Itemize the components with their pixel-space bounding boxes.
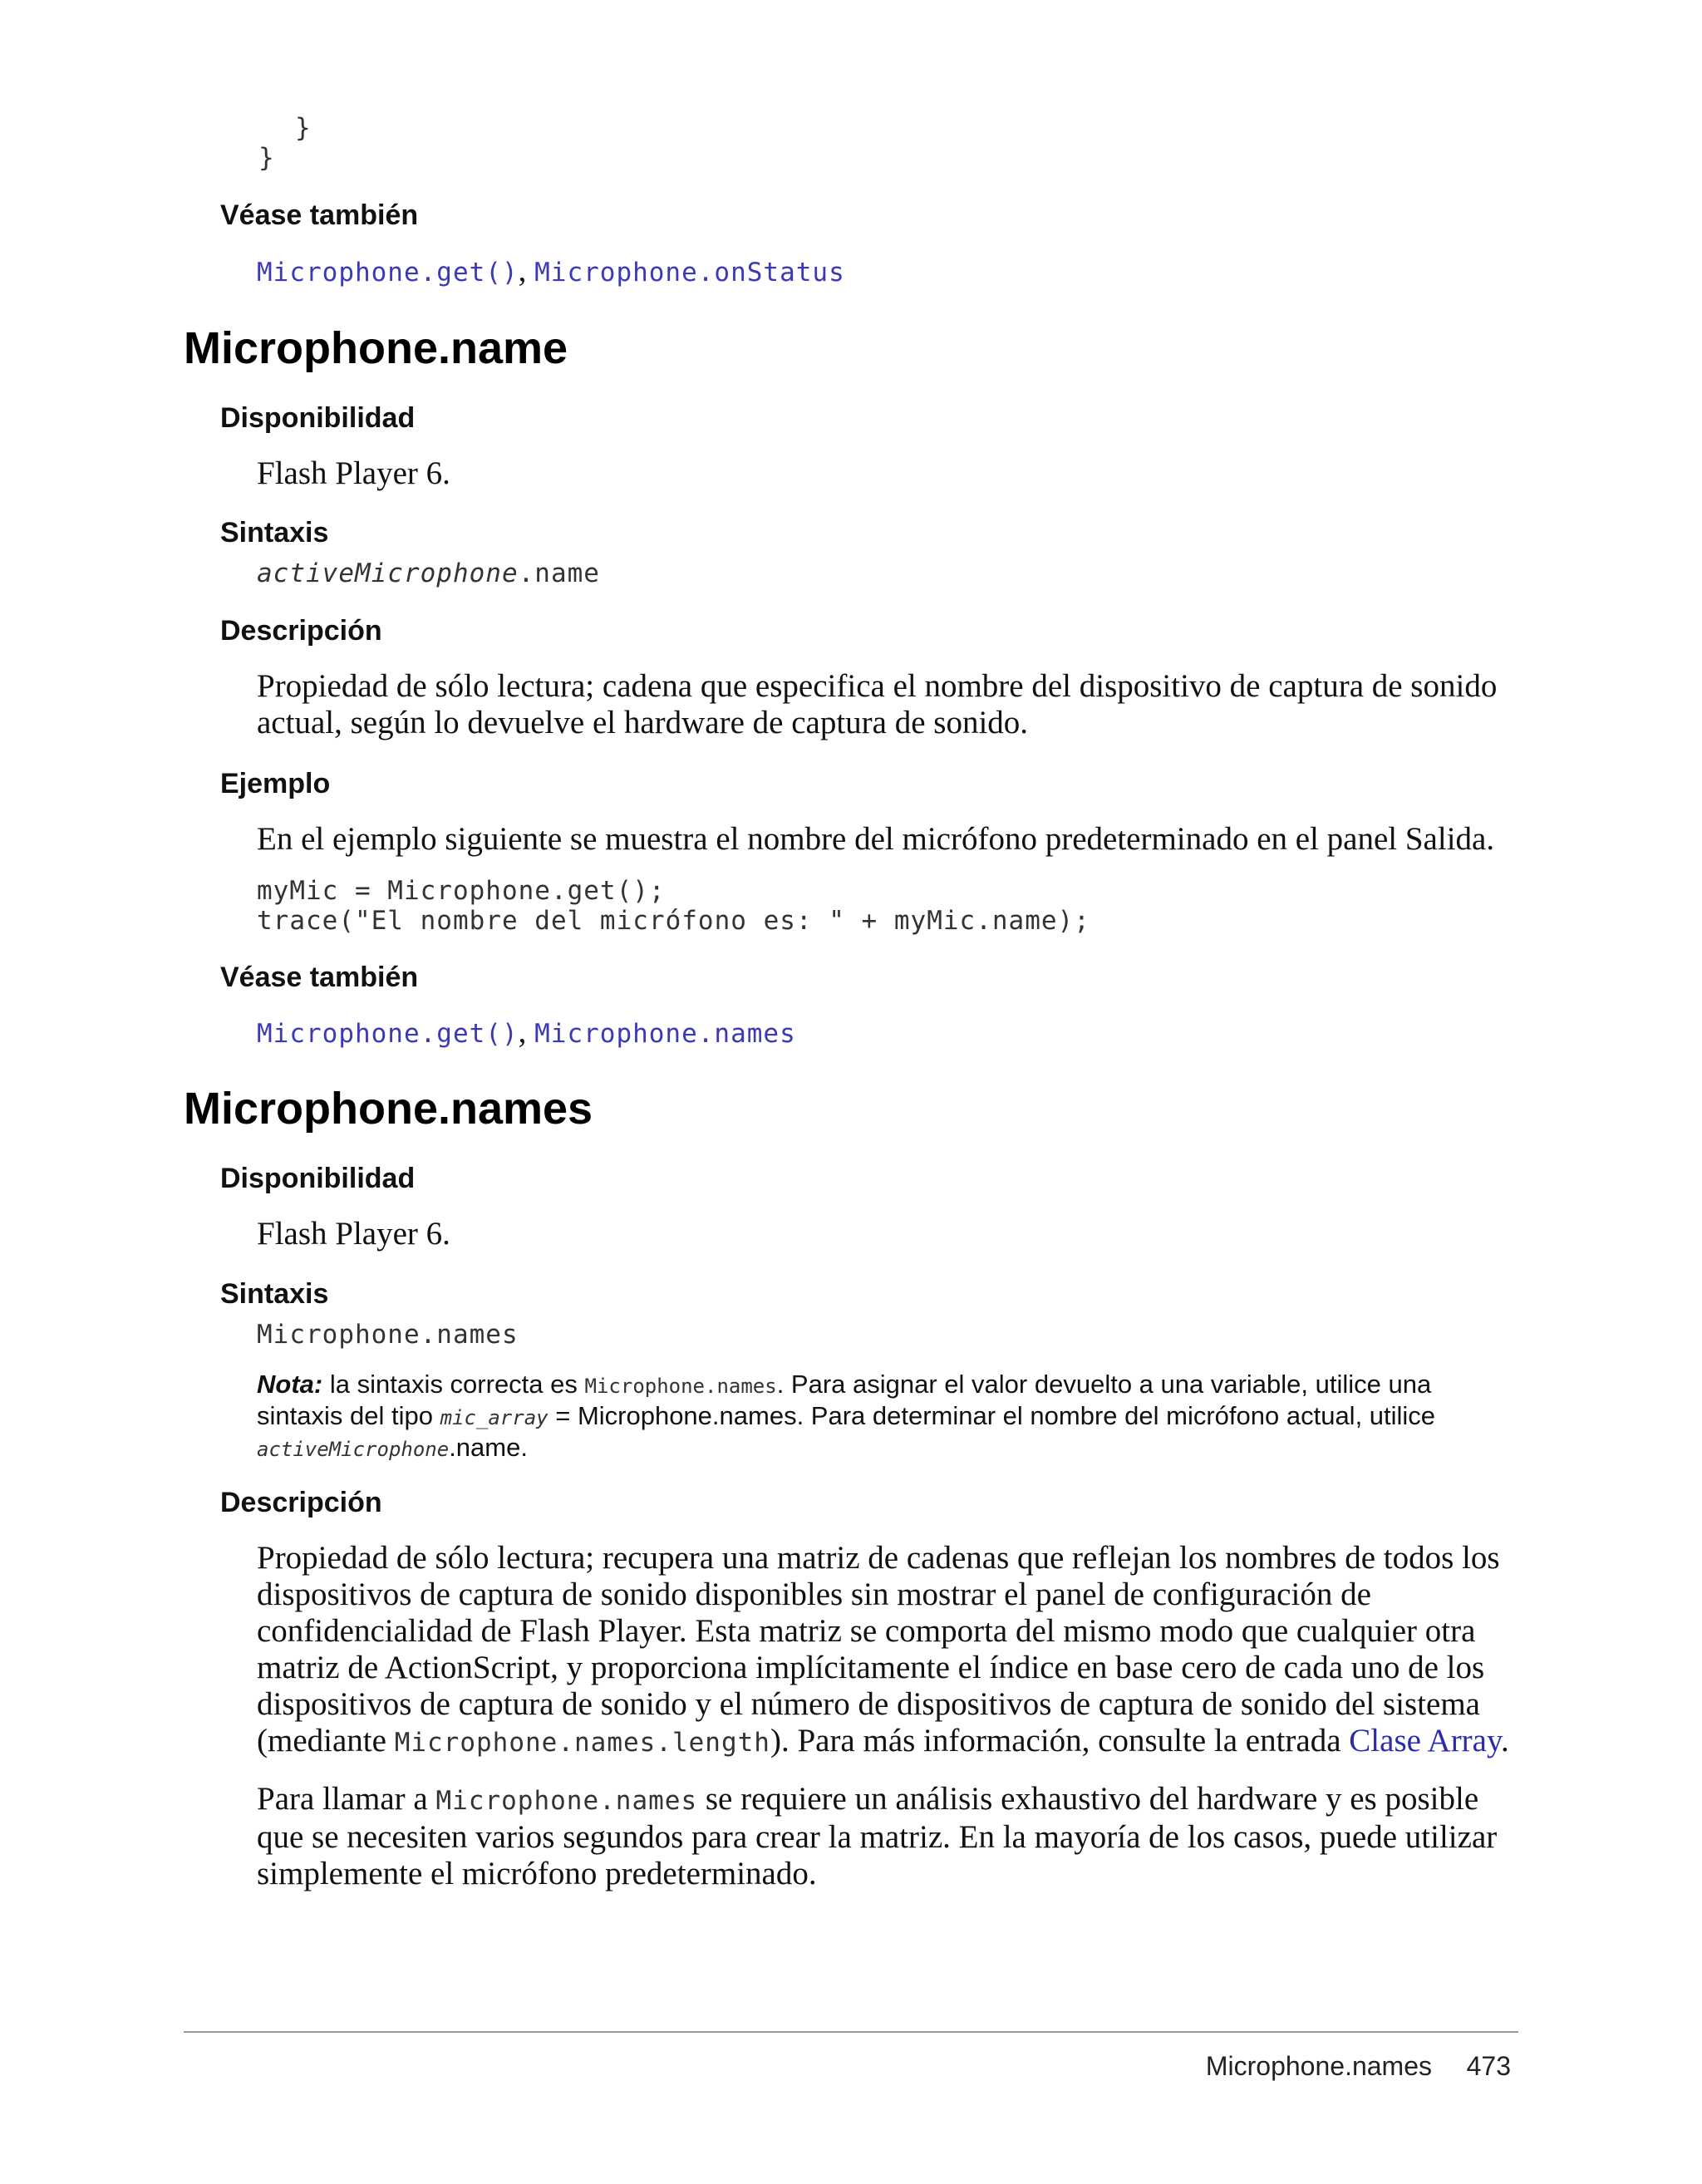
syntax-code: Microphone.names	[257, 1320, 519, 1350]
link-clase-array[interactable]: Clase Array	[1349, 1723, 1501, 1759]
description-text: Propiedad de sólo lectura; cadena que especifica el nombre del dispositivo de captura de sonido actual, según lo devuelve el hardware de captura de sonido.	[257, 668, 1498, 740]
syntax-heading: Sintaxis	[220, 517, 329, 548]
section-title-microphone-names: Microphone.names	[184, 1084, 593, 1134]
footer-section-label: Microphone.names	[1205, 2051, 1432, 2081]
see-also-heading: Véase también	[220, 962, 419, 993]
link-separator: ,	[518, 253, 535, 288]
availability-heading: Disponibilidad	[220, 402, 416, 434]
link-microphone-get[interactable]: Microphone.get()	[257, 258, 519, 288]
code-closing-brace: }	[258, 143, 275, 173]
note-label: Nota:	[257, 1370, 323, 1399]
description-heading: Descripción	[220, 615, 382, 647]
note-block: Nota: la sintaxis correcta es Microphone.names. Para asignar el valor devuelto a una variable, utilice una sintaxis del tipo mic_array = Microphone.names. Para determinar el nombre del micrófono actual, utilice activeMicrophone.name.	[257, 1370, 1436, 1462]
availability-text: Flash Player 6.	[257, 455, 450, 491]
example-code-line: trace("El nombre del micrófono es: " + myMic.name);	[257, 906, 1090, 936]
syntax-heading: Sintaxis	[220, 1278, 329, 1310]
see-also-links	[257, 1014, 1520, 1052]
page-number: 473	[1466, 2051, 1511, 2081]
see-also-links	[257, 253, 1520, 291]
section-title-microphone-name: Microphone.name	[184, 323, 568, 373]
syntax-code: activeMicrophone.name	[257, 558, 600, 588]
link-microphone-names[interactable]: Microphone.names	[534, 1019, 796, 1049]
example-text: En el ejemplo siguiente se muestra el nombre del micrófono predeterminado en el panel Salida.	[257, 821, 1495, 857]
link-microphone-onstatus[interactable]: Microphone.onStatus	[534, 258, 845, 288]
example-heading: Ejemplo	[220, 768, 331, 799]
link-separator: ,	[518, 1014, 535, 1050]
description-paragraph-1: Propiedad de sólo lectura; recupera una matriz de cadenas que reflejan los nombres de todos los dispositivos de captura de sonido disponibles sin mostrar el panel de configuración de confidencialidad de Flash Player. Esta matriz se comporta del mismo modo que cualquier otra matriz de ActionScript, y proporciona implícitamente el índice en base cero de cada uno de los dispositivos de captura de sonido y el número de dispositivos de captura de sonido del sistema (mediante Microphone.names.length). Para más información, consulte la entrada Clase Array.	[257, 1540, 1509, 1759]
availability-text: Flash Player 6.	[257, 1216, 450, 1252]
description-paragraph-2: Para llamar a Microphone.names se requiere un análisis exhaustivo del hardware y es posible que se necesiten varios segundos para crear la matriz. En la mayoría de los casos, puede utilizar simplemente el micrófono predeterminado.	[257, 1781, 1498, 1891]
description-heading: Descripción	[220, 1487, 382, 1518]
availability-heading: Disponibilidad	[220, 1163, 416, 1194]
code-closing-brace: }	[295, 113, 312, 143]
link-microphone-get[interactable]: Microphone.get()	[257, 1019, 519, 1049]
example-code-line: myMic = Microphone.get();	[257, 876, 666, 906]
see-also-heading: Véase también	[220, 199, 419, 231]
footer-rule	[184, 2031, 1518, 2033]
